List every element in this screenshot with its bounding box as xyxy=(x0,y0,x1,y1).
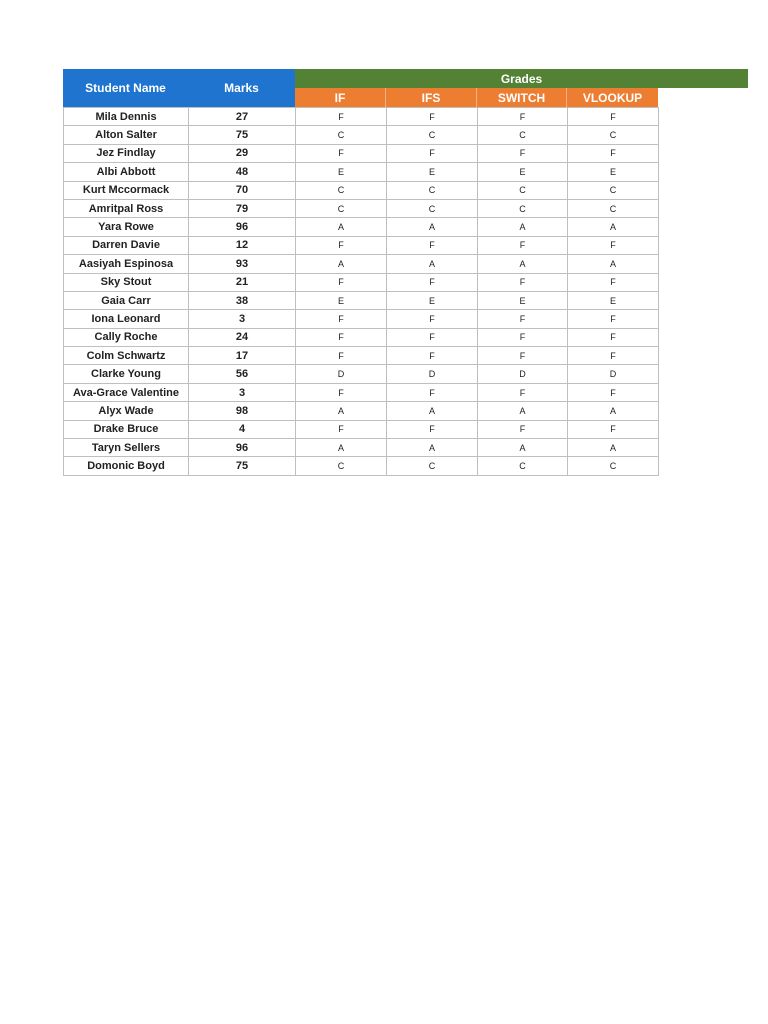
switch-grade-cell[interactable]: F xyxy=(478,310,568,328)
marks-cell[interactable]: 38 xyxy=(189,291,296,309)
switch-grade-cell[interactable]: A xyxy=(478,218,568,236)
if-grade-cell[interactable]: E xyxy=(296,291,387,309)
student-name-cell[interactable]: Jez Findlay xyxy=(64,144,189,162)
switch-grade-cell[interactable]: C xyxy=(478,181,568,199)
ifs-grade-cell[interactable]: D xyxy=(387,365,478,383)
if-grade-cell[interactable]: F xyxy=(296,273,387,291)
vlookup-grade-cell[interactable]: F xyxy=(568,144,659,162)
table-row xyxy=(64,236,659,254)
student-name-cell[interactable]: Yara Rowe xyxy=(64,218,189,236)
if-grade-cell[interactable]: F xyxy=(296,236,387,254)
if-grade-cell[interactable]: C xyxy=(296,457,387,475)
marks-cell[interactable]: 96 xyxy=(189,218,296,236)
ifs-grade-cell[interactable]: A xyxy=(387,402,478,420)
vlookup-grade-cell[interactable]: A xyxy=(568,218,659,236)
vlookup-grade-cell[interactable]: F xyxy=(568,310,659,328)
table-row xyxy=(64,457,659,475)
marks-cell[interactable]: 3 xyxy=(189,310,296,328)
marks-cell[interactable]: 98 xyxy=(189,402,296,420)
vlookup-grade-cell[interactable]: A xyxy=(568,255,659,273)
if-grade-cell[interactable]: C xyxy=(296,126,387,144)
switch-grade-cell[interactable]: C xyxy=(478,457,568,475)
ifs-grade-cell[interactable]: C xyxy=(387,181,478,199)
if-grade-cell[interactable]: A xyxy=(296,439,387,457)
ifs-grade-cell[interactable]: F xyxy=(387,236,478,254)
table-row xyxy=(64,347,659,365)
table-row xyxy=(64,402,659,420)
switch-grade-cell[interactable]: C xyxy=(478,199,568,217)
student-name-cell[interactable]: Cally Roche xyxy=(64,328,189,346)
ifs-grade-cell[interactable]: F xyxy=(387,108,478,126)
switch-grade-cell[interactable]: A xyxy=(478,402,568,420)
vlookup-grade-cell[interactable]: E xyxy=(568,291,659,309)
marks-cell[interactable]: 48 xyxy=(189,163,296,181)
student-name-cell[interactable]: Aasiyah Espinosa xyxy=(64,255,189,273)
switch-column-header[interactable]: SWITCH xyxy=(477,88,567,107)
vlookup-grade-cell[interactable]: E xyxy=(568,163,659,181)
student-name-cell[interactable]: Darren Davie xyxy=(64,236,189,254)
marks-cell[interactable]: 27 xyxy=(189,108,296,126)
student-name-cell[interactable]: Albi Abbott xyxy=(64,163,189,181)
ifs-grade-cell[interactable]: F xyxy=(387,273,478,291)
if-grade-cell[interactable]: F xyxy=(296,108,387,126)
ifs-grade-cell[interactable]: A xyxy=(387,439,478,457)
vlookup-grade-cell[interactable]: F xyxy=(568,383,659,401)
if-grade-cell[interactable]: F xyxy=(296,328,387,346)
student-name-cell[interactable]: Amritpal Ross xyxy=(64,199,189,217)
student-name-cell[interactable]: Iona Leonard xyxy=(64,310,189,328)
vlookup-grade-cell[interactable]: C xyxy=(568,181,659,199)
if-grade-cell[interactable]: F xyxy=(296,144,387,162)
ifs-grade-cell[interactable]: C xyxy=(387,199,478,217)
student-name-cell[interactable]: Mila Dennis xyxy=(64,108,189,126)
table-row xyxy=(64,199,659,217)
student-name-header[interactable]: Student Name xyxy=(63,69,188,107)
student-name-cell[interactable]: Taryn Sellers xyxy=(64,439,189,457)
student-name-cell[interactable]: Alton Salter xyxy=(64,126,189,144)
student-name-cell[interactable]: Colm Schwartz xyxy=(64,347,189,365)
student-name-cell[interactable]: Domonic Boyd xyxy=(64,457,189,475)
marks-cell[interactable]: 3 xyxy=(189,383,296,401)
ifs-grade-cell[interactable]: F xyxy=(387,144,478,162)
switch-grade-cell[interactable]: F xyxy=(478,236,568,254)
marks-cell[interactable]: 21 xyxy=(189,273,296,291)
switch-grade-cell[interactable]: F xyxy=(478,273,568,291)
student-name-cell[interactable]: Drake Bruce xyxy=(64,420,189,438)
vlookup-grade-cell[interactable]: F xyxy=(568,108,659,126)
table-row xyxy=(64,291,659,309)
marks-cell[interactable]: 93 xyxy=(189,255,296,273)
ifs-grade-cell[interactable]: E xyxy=(387,163,478,181)
switch-grade-cell[interactable]: C xyxy=(478,126,568,144)
switch-grade-cell[interactable]: F xyxy=(478,328,568,346)
switch-grade-cell[interactable]: E xyxy=(478,163,568,181)
switch-grade-cell[interactable]: A xyxy=(478,439,568,457)
ifs-grade-cell[interactable]: F xyxy=(387,347,478,365)
grades-table xyxy=(63,107,659,476)
ifs-grade-cell[interactable]: C xyxy=(387,457,478,475)
vlookup-grade-cell[interactable]: D xyxy=(568,365,659,383)
switch-grade-cell[interactable]: F xyxy=(478,420,568,438)
vlookup-grade-cell[interactable]: F xyxy=(568,420,659,438)
student-name-cell[interactable]: Ava-Grace Valentine xyxy=(64,383,189,401)
ifs-grade-cell[interactable]: C xyxy=(387,126,478,144)
table-row xyxy=(64,218,659,236)
grades-table-body xyxy=(64,108,659,476)
ifs-grade-cell[interactable]: F xyxy=(387,328,478,346)
vlookup-grade-cell[interactable]: A xyxy=(568,402,659,420)
if-grade-cell[interactable]: A xyxy=(296,402,387,420)
ifs-grade-cell[interactable]: F xyxy=(387,310,478,328)
vlookup-grade-cell[interactable]: F xyxy=(568,347,659,365)
switch-grade-cell[interactable]: F xyxy=(478,144,568,162)
if-grade-cell[interactable]: D xyxy=(296,365,387,383)
ifs-grade-cell[interactable]: E xyxy=(387,291,478,309)
vlookup-grade-cell[interactable]: F xyxy=(568,328,659,346)
marks-cell[interactable]: 70 xyxy=(189,181,296,199)
vlookup-grade-cell[interactable]: C xyxy=(568,126,659,144)
if-grade-cell[interactable]: C xyxy=(296,199,387,217)
if-grade-cell[interactable]: A xyxy=(296,255,387,273)
grades-header[interactable]: Grades xyxy=(295,69,748,88)
table-row xyxy=(64,365,659,383)
table-row xyxy=(64,144,659,162)
switch-grade-cell[interactable]: F xyxy=(478,383,568,401)
if-column-header[interactable]: IF xyxy=(295,88,386,107)
table-row xyxy=(64,108,659,126)
switch-grade-cell[interactable]: A xyxy=(478,255,568,273)
vlookup-grade-cell[interactable]: F xyxy=(568,273,659,291)
switch-grade-cell[interactable]: D xyxy=(478,365,568,383)
if-grade-cell[interactable]: C xyxy=(296,181,387,199)
if-grade-cell[interactable]: F xyxy=(296,310,387,328)
student-name-cell[interactable]: Gaia Carr xyxy=(64,291,189,309)
marks-cell[interactable]: 4 xyxy=(189,420,296,438)
table-row xyxy=(64,255,659,273)
marks-cell[interactable]: 12 xyxy=(189,236,296,254)
if-grade-cell[interactable]: F xyxy=(296,383,387,401)
switch-grade-cell[interactable]: F xyxy=(478,108,568,126)
marks-cell[interactable]: 17 xyxy=(189,347,296,365)
if-grade-cell[interactable]: A xyxy=(296,218,387,236)
marks-cell[interactable]: 75 xyxy=(189,126,296,144)
table-row xyxy=(64,328,659,346)
marks-cell[interactable]: 29 xyxy=(189,144,296,162)
if-grade-cell[interactable]: F xyxy=(296,420,387,438)
vlookup-grade-cell[interactable]: C xyxy=(568,199,659,217)
vlookup-column-header[interactable]: VLOOKUP xyxy=(567,88,658,107)
marks-cell[interactable]: 75 xyxy=(189,457,296,475)
vlookup-grade-cell[interactable]: F xyxy=(568,236,659,254)
table-row xyxy=(64,310,659,328)
vlookup-grade-cell[interactable]: C xyxy=(568,457,659,475)
ifs-grade-cell[interactable]: A xyxy=(387,255,478,273)
vlookup-grade-cell[interactable]: A xyxy=(568,439,659,457)
if-grade-cell[interactable]: E xyxy=(296,163,387,181)
marks-cell[interactable]: 56 xyxy=(189,365,296,383)
table-row xyxy=(64,383,659,401)
ifs-grade-cell[interactable]: F xyxy=(387,420,478,438)
table-row xyxy=(64,273,659,291)
marks-cell[interactable]: 79 xyxy=(189,199,296,217)
switch-grade-cell[interactable]: F xyxy=(478,347,568,365)
student-name-cell[interactable]: Kurt Mccormack xyxy=(64,181,189,199)
marks-header[interactable]: Marks xyxy=(188,69,295,107)
table-row xyxy=(64,439,659,457)
marks-cell[interactable]: 24 xyxy=(189,328,296,346)
table-row xyxy=(64,163,659,181)
table-row xyxy=(64,126,659,144)
ifs-column-header[interactable]: IFS xyxy=(386,88,477,107)
ifs-grade-cell[interactable]: A xyxy=(387,218,478,236)
table-row xyxy=(64,420,659,438)
table-row xyxy=(64,181,659,199)
marks-cell[interactable]: 96 xyxy=(189,439,296,457)
ifs-grade-cell[interactable]: F xyxy=(387,383,478,401)
student-name-cell[interactable]: Sky Stout xyxy=(64,273,189,291)
switch-grade-cell[interactable]: E xyxy=(478,291,568,309)
if-grade-cell[interactable]: F xyxy=(296,347,387,365)
student-name-cell[interactable]: Clarke Young xyxy=(64,365,189,383)
student-name-cell[interactable]: Alyx Wade xyxy=(64,402,189,420)
